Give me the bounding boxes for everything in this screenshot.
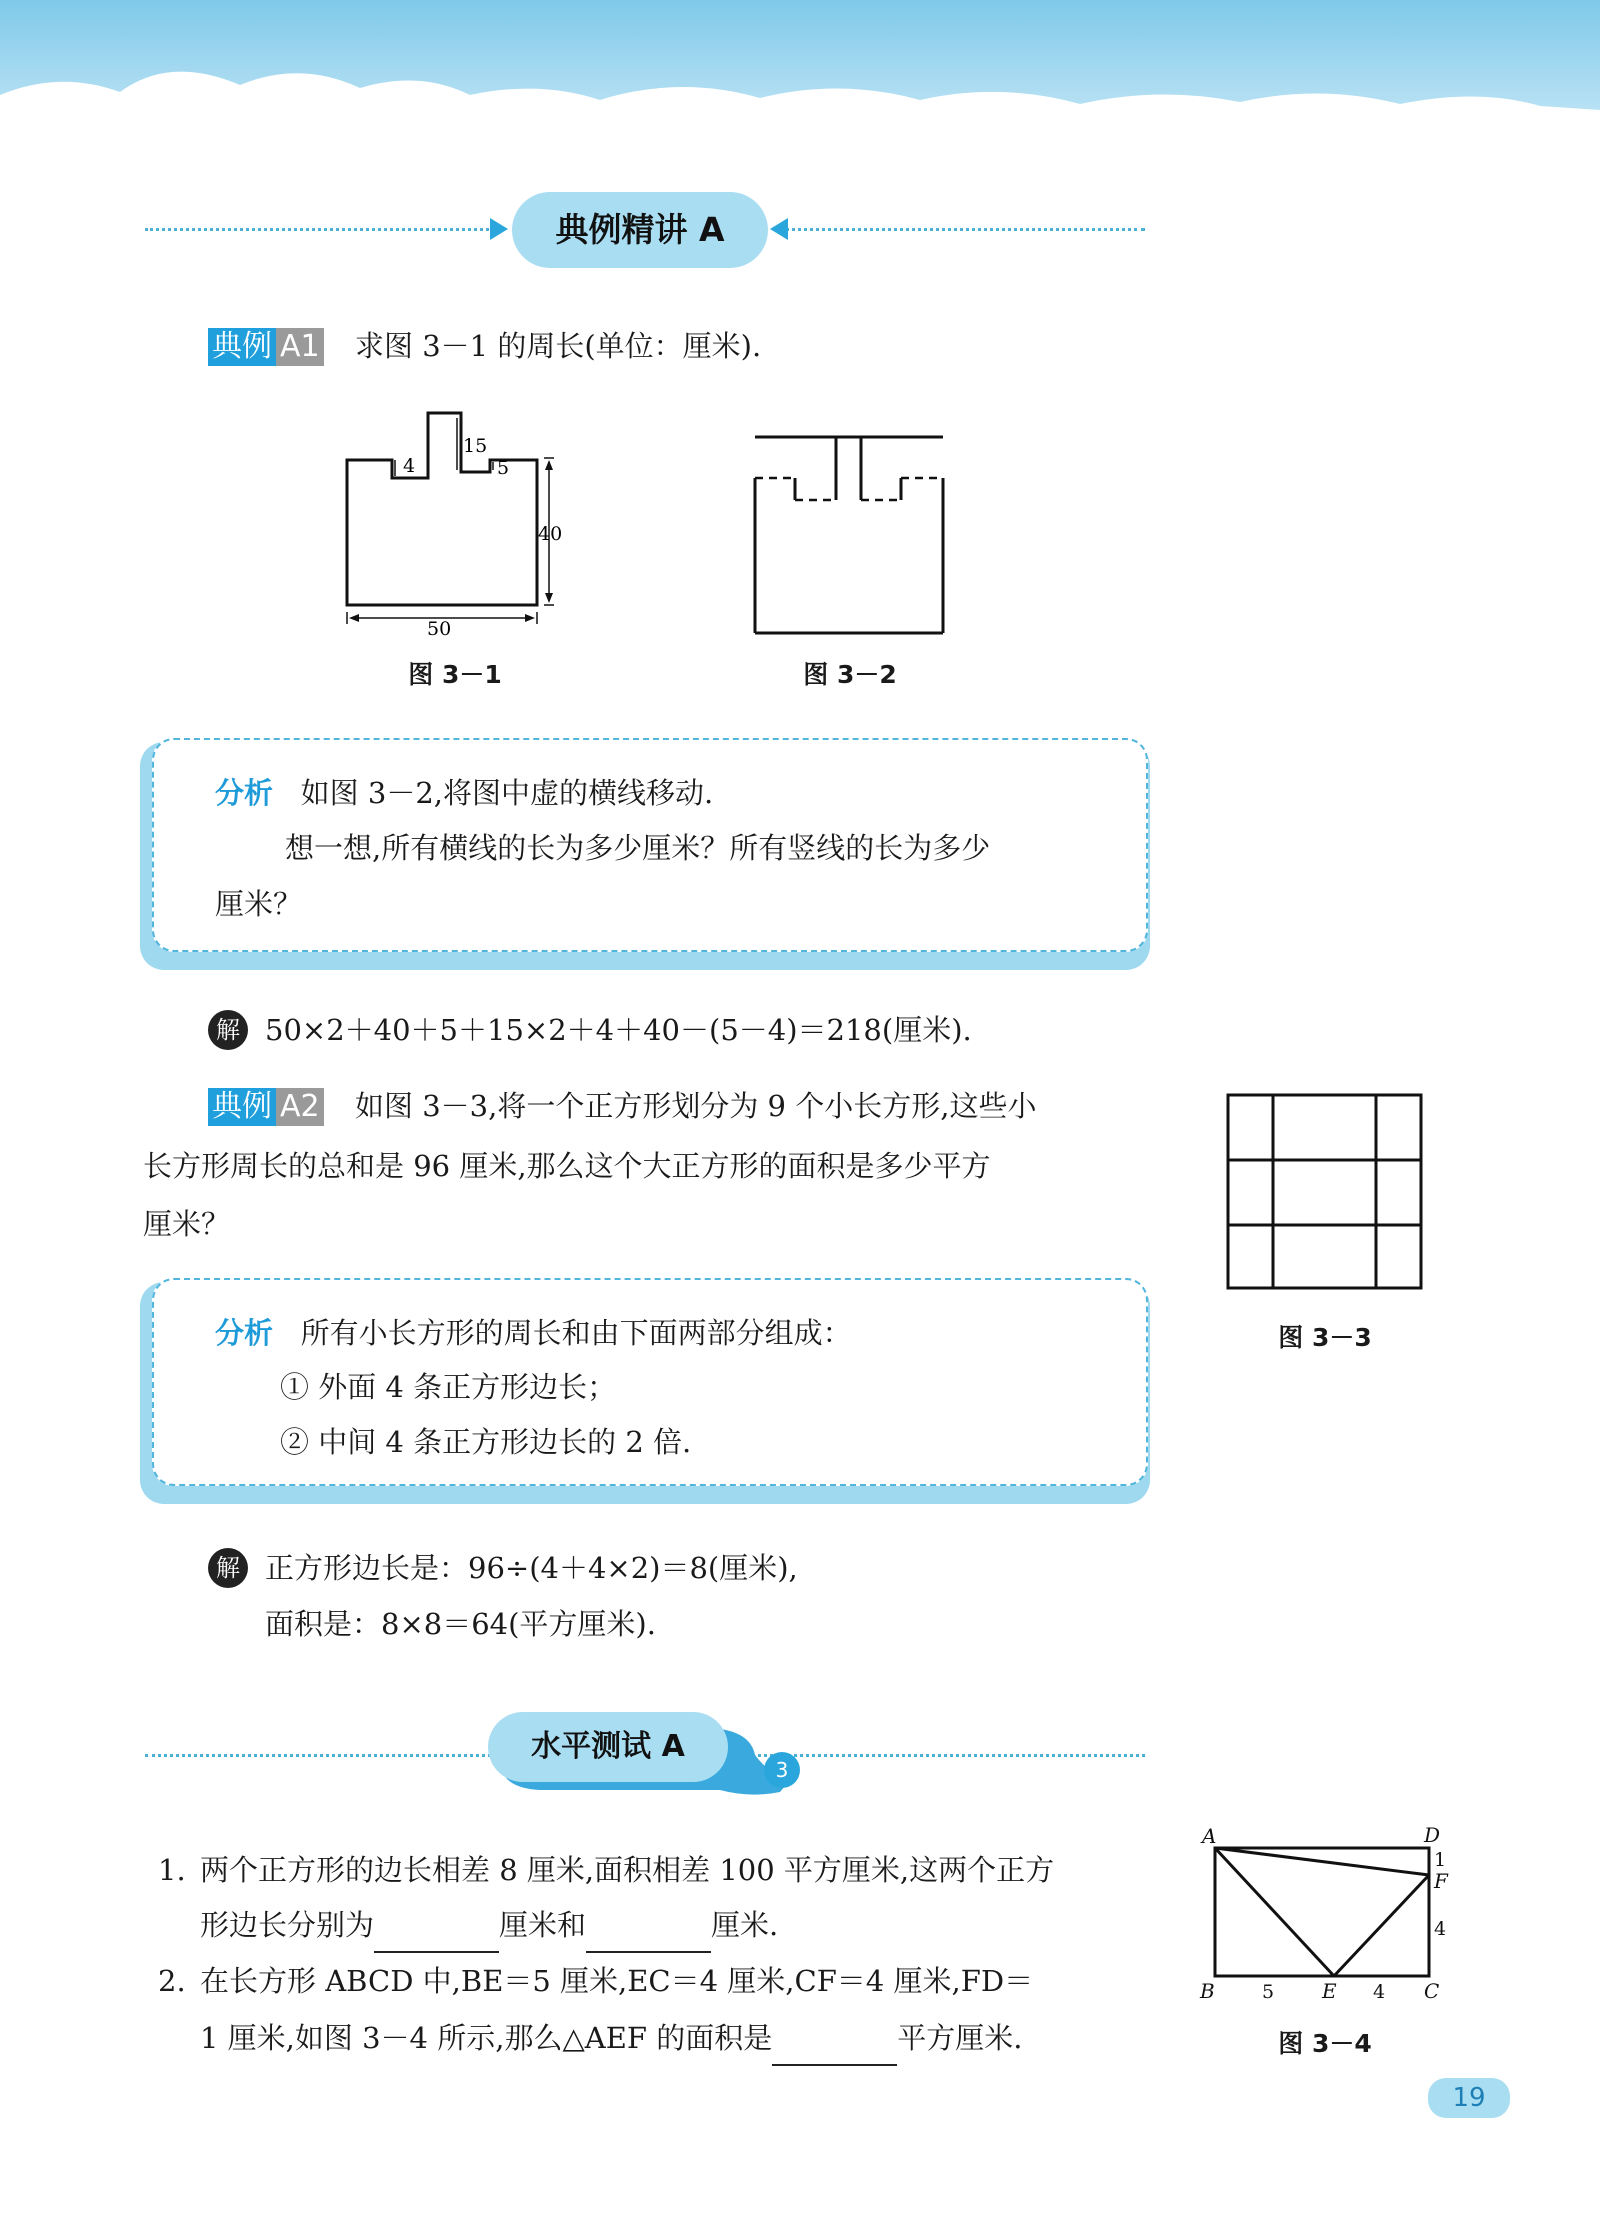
example-tag-a1: 典例 A1	[208, 328, 324, 366]
answer-blank[interactable]	[374, 1919, 499, 1953]
section-divider-right	[785, 228, 1145, 231]
solution-icon: 解	[208, 1010, 248, 1050]
analysis-1-line2: 想一想,所有横线的长为多少厘米？所有竖线的长为多少	[285, 831, 991, 865]
solution-icon: 解	[208, 1548, 248, 1588]
analysis-2-line1: 分析 所有小长方形的周长和由下面两部分组成：	[215, 1316, 852, 1350]
example2-question-line1: 如图 3－3,将一个正方形划分为 9 个小长方形,这些小	[355, 1089, 1037, 1123]
section-title-examples: 典例精讲 A	[512, 192, 768, 268]
figure-3-2	[745, 425, 955, 640]
figure-3-2-caption: 图 3－2	[803, 660, 897, 689]
q1-number: 1.	[158, 1853, 186, 1887]
analysis-1-line1: 分析 如图 3－2,将图中虚的横线移动.	[215, 776, 714, 810]
q2-line1: 在长方形 ABCD 中,BE＝5 厘米,EC＝4 厘米,CF＝4 厘米,FD＝	[200, 1964, 1034, 1998]
analysis-2-line3: ② 中间 4 条正方形边长的 2 倍.	[280, 1425, 692, 1459]
arrow-left-icon	[768, 214, 790, 244]
svg-text:4: 4	[403, 455, 416, 477]
svg-text:C: C	[1424, 1979, 1440, 2003]
svg-text:F: F	[1434, 1869, 1448, 1893]
analysis-2-line2: ① 外面 4 条正方形边长；	[280, 1370, 617, 1404]
svg-text:5: 5	[497, 457, 510, 479]
q1-line2: 形边长分别为 厘米和 厘米.	[200, 1897, 778, 1953]
analysis-label: 分析	[215, 1316, 274, 1350]
section-title-test: 水平测试 A	[488, 1712, 728, 1782]
solution-2-line2: 面积是：8×8＝64(平方厘米).	[265, 1607, 656, 1641]
solution-2-line1: 正方形边长是：96÷(4＋4×2)＝8(厘米),	[265, 1551, 798, 1585]
figure-3-3	[1222, 1090, 1426, 1294]
figure-3-1-caption: 图 3－1	[408, 660, 502, 689]
svg-text:B: B	[1200, 1979, 1215, 2003]
svg-text:E: E	[1322, 1979, 1337, 2003]
q1-line1: 两个正方形的边长相差 8 厘米,面积相差 100 平方厘米,这两个正方	[200, 1853, 1055, 1887]
analysis-1-line3: 厘米？	[215, 887, 303, 921]
figure-3-1	[330, 405, 570, 645]
svg-text:5: 5	[1262, 1981, 1275, 2003]
svg-text:A: A	[1202, 1824, 1217, 1848]
analysis-label: 分析	[215, 776, 274, 810]
svg-text:40: 40	[538, 523, 563, 545]
example1-question: 求图 3－1 的周长(单位：厘米).	[355, 329, 762, 363]
figure-3-4	[1190, 1820, 1450, 2005]
answer-blank[interactable]	[772, 2032, 897, 2066]
arrow-right-icon	[488, 214, 510, 244]
figure-3-4-caption: 图 3－4	[1278, 2029, 1372, 2058]
q2-number: 2.	[158, 1964, 186, 1998]
example2-question-line3: 厘米？	[143, 1207, 231, 1241]
figure-3-3-caption: 图 3－3	[1278, 1323, 1372, 1352]
section-divider-left	[145, 228, 495, 231]
cloud-header-decoration	[0, 0, 1600, 150]
svg-text:D: D	[1424, 1823, 1441, 1847]
svg-text:15: 15	[463, 435, 488, 457]
svg-text:4: 4	[1373, 1981, 1386, 2003]
example-tag-a2: 典例 A2	[208, 1088, 324, 1126]
svg-text:50: 50	[427, 618, 452, 640]
solution-1: 50×2＋40＋5＋15×2＋4＋40－(5－4)＝218(厘米).	[265, 1013, 972, 1047]
answer-blank[interactable]	[586, 1919, 711, 1953]
svg-text:4: 4	[1434, 1918, 1447, 1940]
test-number-badge: 3	[764, 1752, 800, 1788]
page-number: 19	[1428, 2078, 1510, 2118]
example2-question-line2: 长方形周长的总和是 96 厘米,那么这个大正方形的面积是多少平方	[143, 1149, 991, 1183]
q2-line2: 1 厘米,如图 3－4 所示,那么△AEF 的面积是 平方厘米.	[200, 2010, 1022, 2066]
svg-text:1: 1	[1434, 1849, 1447, 1871]
